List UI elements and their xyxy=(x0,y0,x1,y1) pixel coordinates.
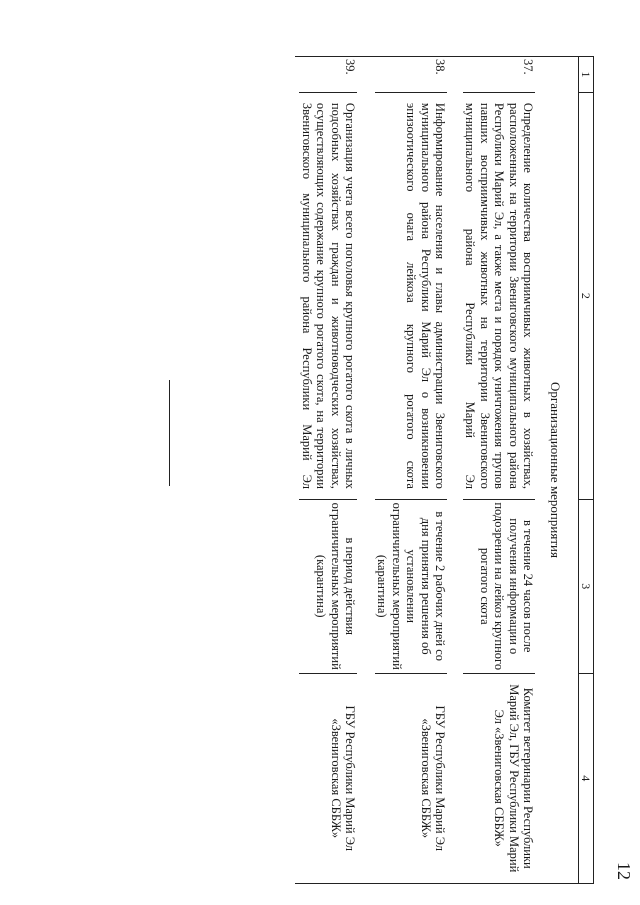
row-responsible: ГБУ Республики Марий Эл «Звениговская СББЖ» xyxy=(328,705,357,852)
column-number-3: 3 xyxy=(579,500,593,674)
row-activity xyxy=(375,93,447,500)
measures-table xyxy=(295,56,594,884)
activity-text: Информирование населения и главы администрации Звениговского муниципального района Республики Марий Эл о возникновении эпизоотического очага лейкоза крупного рогатого скота xyxy=(404,102,447,489)
row-term: в период действия ограничительных мероприятий (карантина) xyxy=(299,500,357,674)
end-divider xyxy=(169,380,170,486)
row-activity xyxy=(299,93,357,500)
table-row xyxy=(449,56,537,884)
section-title: Организационные мероприятия xyxy=(537,56,578,884)
row-term: в течение 24 часов после получения информации о подозрении на лейкоз крупного рогатого скота xyxy=(463,500,535,674)
column-number-row xyxy=(578,56,593,884)
row-number: 39. xyxy=(299,57,357,93)
page-number: 12 xyxy=(614,862,634,880)
activity-text: Определение количества восприимчивых животных в хозяйствах, расположенных на территории Звениговского муниципального района Республики Марий Эл, а также места и порядок уничтожения трупов павших восприимчивых животных на территории Звениговского муниципального района Республики Марий Эл xyxy=(463,102,535,489)
column-number-4: 4 xyxy=(579,775,593,782)
row-number: 37. xyxy=(463,57,535,93)
column-number-2: 2 xyxy=(579,93,593,500)
row-term: в течение 2 рабочих дней со дня принятия решения об установлении ограничительных мероприятий (карантина) xyxy=(375,500,447,674)
table-row xyxy=(361,56,449,884)
row-number: 38. xyxy=(375,57,447,93)
activity-text: Организация учета всего поголовья крупного рогатого скота в личных подсобных хозяйствах граждан и животноводческих хозяйствах, осуществляющих содержание крупного рогатого скота, на территории Звениговского муниципального района Республики Марий Эл xyxy=(299,102,357,489)
table-row xyxy=(295,56,361,884)
row-activity xyxy=(463,93,535,500)
row-responsible: ГБУ Республики Марий Эл «Звениговская СББЖ» xyxy=(418,705,447,852)
column-number-1: 1 xyxy=(579,57,593,93)
row-responsible: Комитет ветеринарии Республики Марий Эл, ГБУ Республики Марий Эл «Звениговская СББЖ» xyxy=(492,684,535,873)
